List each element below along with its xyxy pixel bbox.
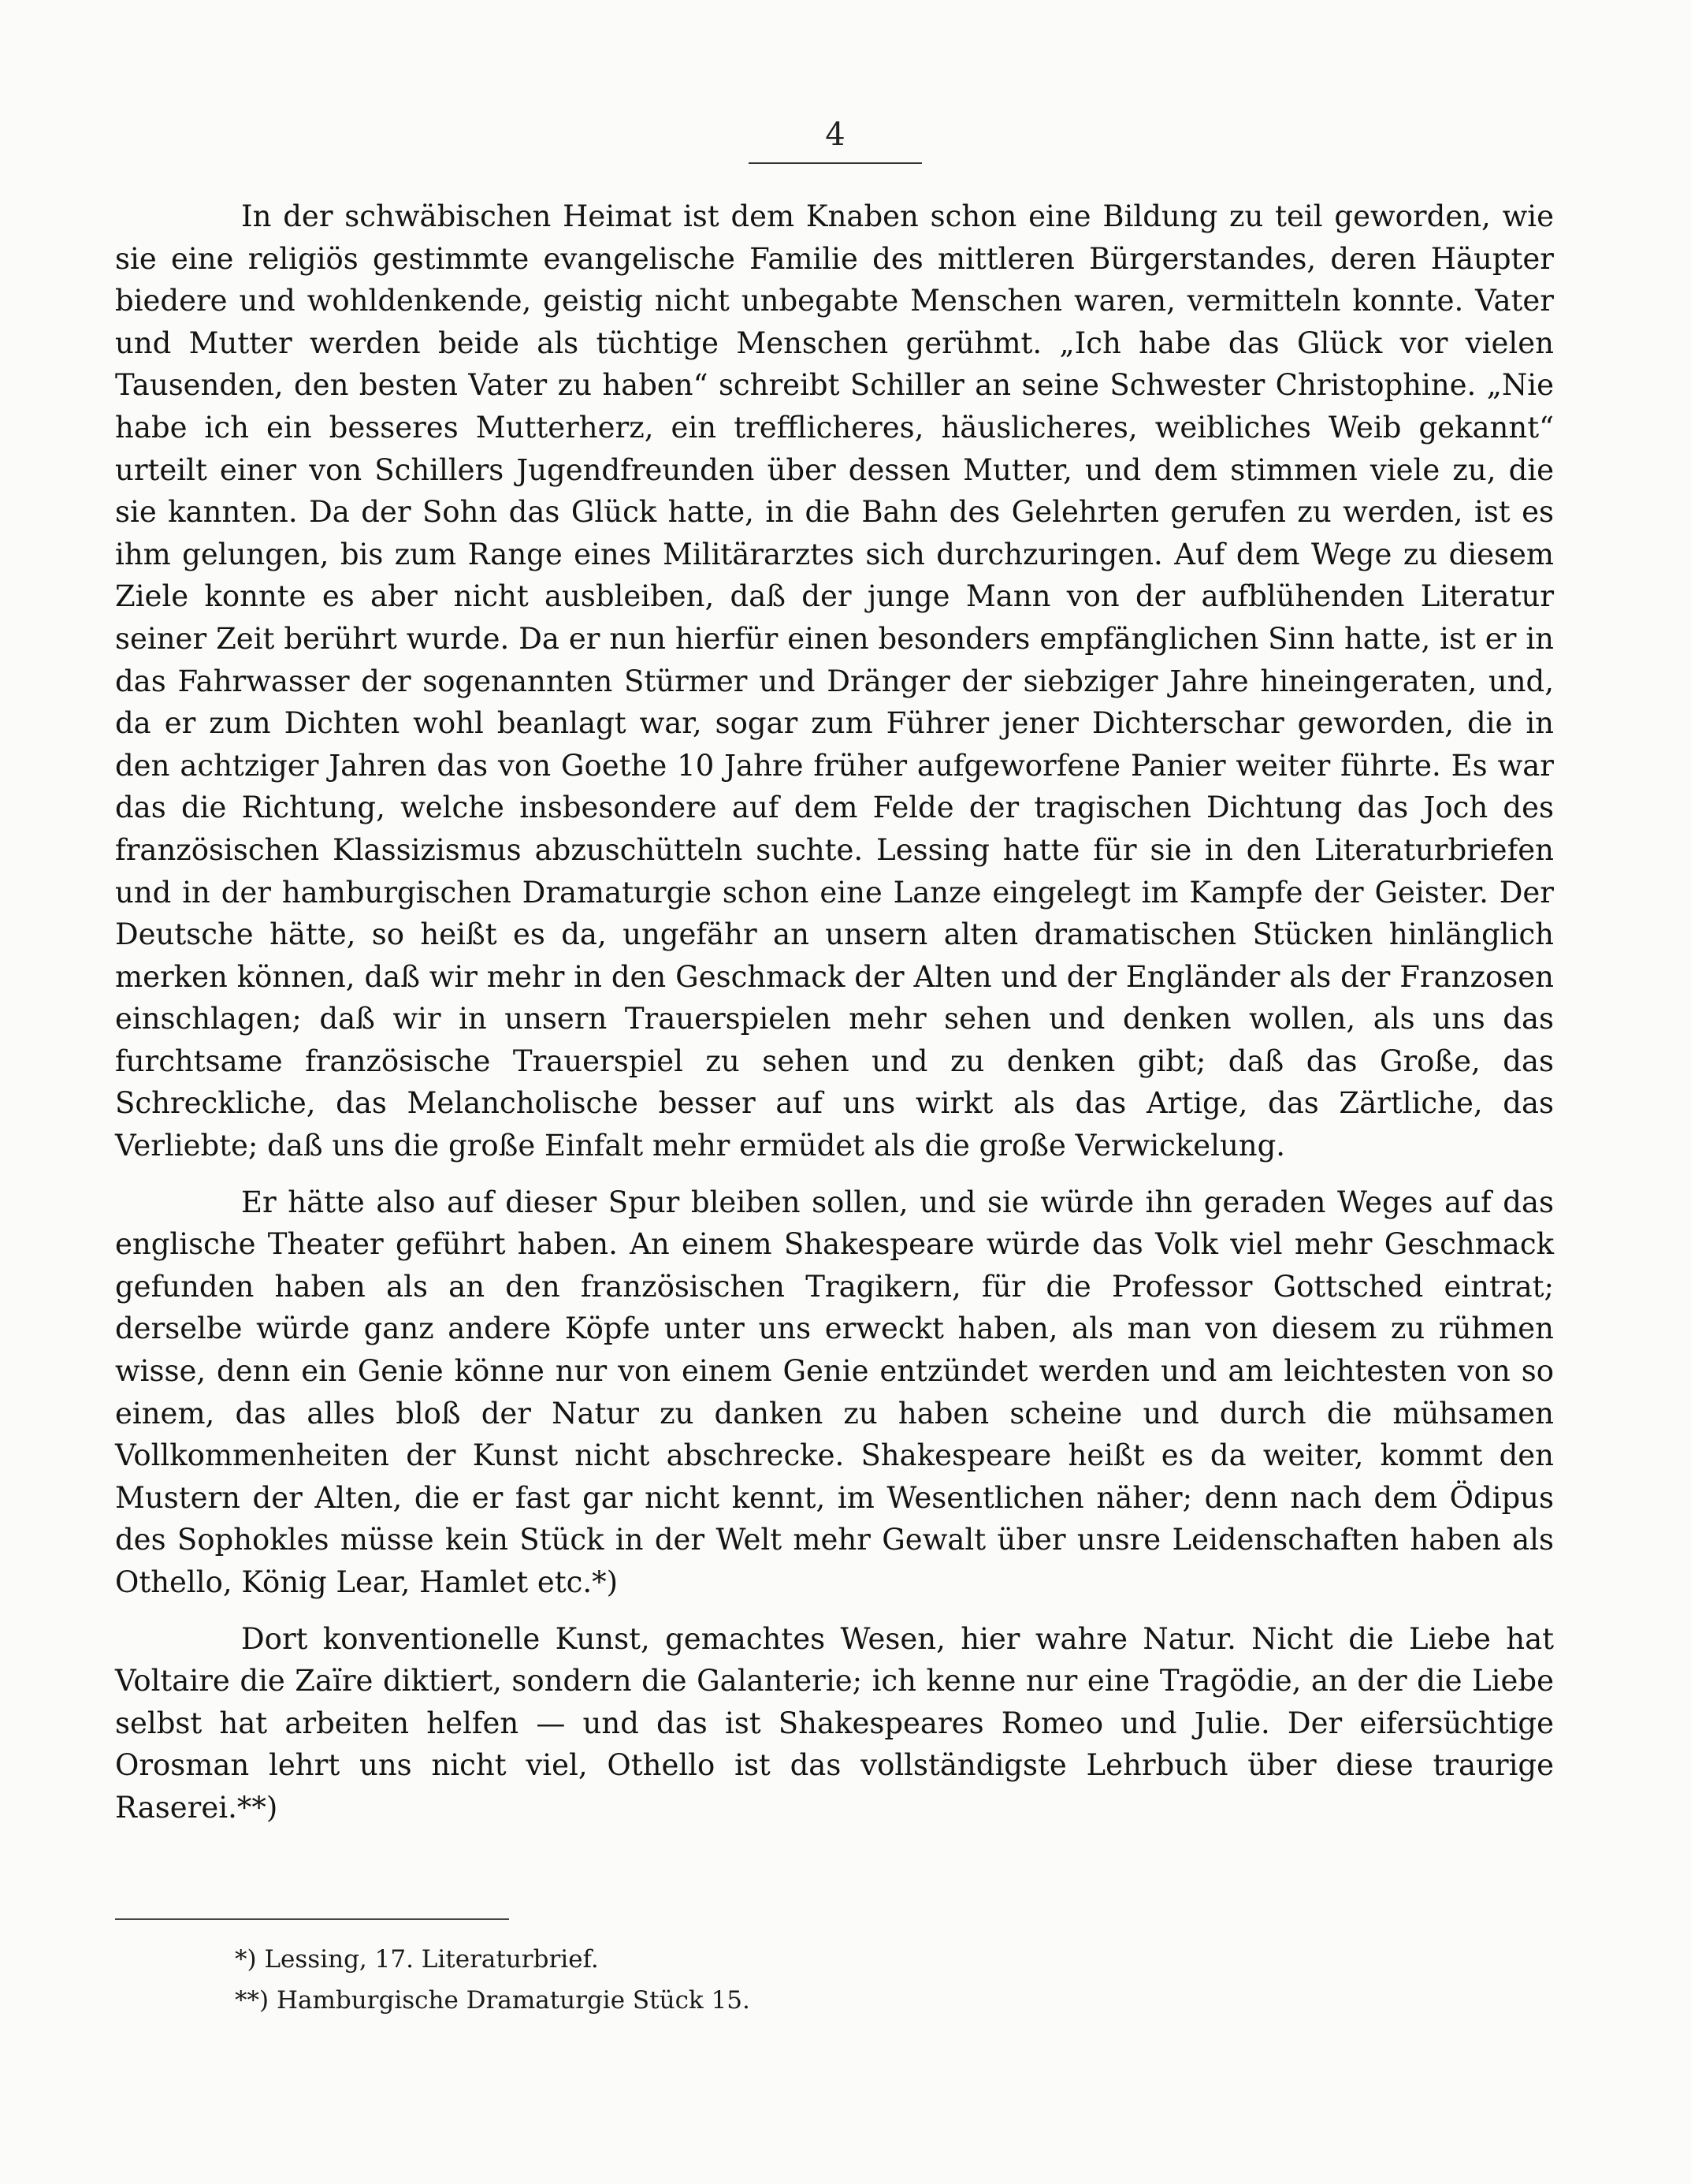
paragraph-3: Dort konventionelle Kunst, gemachtes Wesen, hier wahre Natur. Nicht die Liebe hat Voltaire die Zaïre diktiert, sondern die Galanterie; ich kenne nur eine Tragödie, an der die Liebe selbst hat arbeiten helfen — und das ist Shakespeares Romeo und Julie. Der eifersüchtige Orosman lehrt uns nicht viel, Othello ist das vollständigste Lehrbuch über diese traurige Raserei.**) (115, 1621, 1554, 1825)
footnote-separator (115, 1918, 509, 1920)
footnotes (235, 1939, 1338, 2021)
footnote-2: **) Hamburgische Dramaturgie Stück 15. (235, 1986, 750, 2015)
page-number: 4 (825, 117, 846, 153)
body-text (115, 195, 1554, 1829)
paragraph-1: In der schwäbischen Heimat ist dem Knaben schon eine Bildung zu teil geworden, wie sie eine religiös gestimmte evangelische Familie des mittleren Bürgerstandes, deren Häupter biedere und wohldenkende, geistig nicht unbegabte Menschen waren, vermitteln konnte. Vater und Mutter werden beide als tüchtige Menschen gerühmt. „Ich habe das Glück vor vielen Tausenden, den besten Vater zu haben“ schreibt Schiller an seine Schwester Christophine. „Nie habe ich ein besseres Mutterherz, ein trefflicheres, häuslicheres, weibliches Weib gekannt“ urteilt einer von Schillers Jugendfreunden über dessen Mutter, und dem stimmen viele zu, die sie kannten. Da der Sohn das Glück hatte, in die Bahn des Gelehrten gerufen zu werden, ist es ihm gelungen, bis zum Range eines Militärarztes sich durchzuringen. Auf dem Wege zu diesem Ziele konnte es aber nicht ausbleiben, daß der junge Mann von der aufblühenden Literatur seiner Zeit berührt wurde. Da er nun hierfür einen besonders empfänglichen Sinn hatte, ist er in das Fahrwasser der sogenannten Stürmer und Dränger der siebziger Jahre hineingeraten, und, da er zum Dichten wohl beanlagt war, sogar zum Führer jener Dichterschar geworden, die in den achtziger Jahren das von Goethe 10 Jahre früher aufgeworfene Panier weiter führte. Es war das die Richtung, welche insbesondere auf dem Felde der tragischen Dichtung das Joch des französischen Klassizismus abzuschütteln suchte. Lessing hatte für sie in den Literaturbriefen und in der hamburgischen Dramaturgie schon eine Lanze eingelegt im Kampfe der Geister. Der Deutsche hätte, so heißt es da, ungefähr an unsern alten dramatischen Stücken hinlänglich merken können, daß wir mehr in den Geschmack der Alten und der Engländer als der Franzosen einschlagen; daß wir in unsern Trauerspielen mehr sehen und denken wollen, als uns das furchtsame französische Trauerspiel zu sehen und zu denken gibt; daß das Große, das Schreckliche, das Melancholische besser auf uns wirkt als das Artige, das Zärtliche, das Verliebte; daß uns die große Einfalt mehr ermüdet als die große Verwickelung. (115, 199, 1554, 1163)
paragraph-2: Er hätte also auf dieser Spur bleiben sollen, und sie würde ihn geraden Weges auf das englische Theater geführt haben. An einem Shakespeare würde das Volk viel mehr Geschmack gefunden haben als an den französischen Tragikern, für die Professor Gottsched eintrat; derselbe würde ganz andere Köpfe unter uns erweckt haben, als man von diesem zu rühmen wisse, denn ein Genie könne nur von einem Genie entzündet werden und am leichtesten von so einem, das alles bloß der Natur zu danken zu haben scheine und durch die mühsamen Vollkommenheiten der Kunst nicht abschrecke. Shakespeare heißt es da weiter, kommt den Mustern der Alten, die er fast gar nicht kennt, im Wesentlichen näher; denn nach dem Ödipus des Sophokles müsse kein Stück in der Welt mehr Gewalt über unsre Leidenschaften haben als Othello, König Lear, Hamlet etc.*) (115, 1185, 1554, 1599)
page-number-rule (749, 162, 922, 164)
footnote-1: *) Lessing, 17. Literaturbrief. (235, 1945, 599, 1974)
